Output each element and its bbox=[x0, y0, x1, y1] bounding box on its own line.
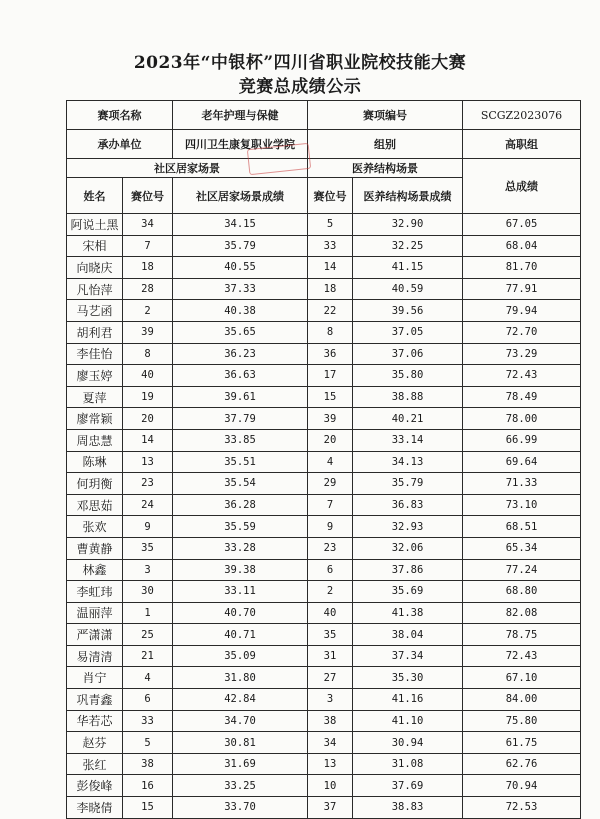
table-row bbox=[67, 559, 581, 581]
score1-cell: 37.79 bbox=[173, 408, 308, 430]
seat1-cell: 35 bbox=[123, 537, 173, 559]
total-score-cell: 82.08 bbox=[463, 602, 581, 624]
table-row bbox=[67, 689, 581, 711]
total-score-cell: 67.05 bbox=[463, 214, 581, 236]
total-score-cell: 81.70 bbox=[463, 257, 581, 279]
total-score-cell: 67.10 bbox=[463, 667, 581, 689]
seat2-cell: 4 bbox=[308, 451, 353, 473]
seat1-cell: 2 bbox=[123, 300, 173, 322]
score1-cell: 31.80 bbox=[173, 667, 308, 689]
seat2-cell: 22 bbox=[308, 300, 353, 322]
seat1-cell: 25 bbox=[123, 624, 173, 646]
score2-cell: 39.56 bbox=[353, 300, 463, 322]
table-row bbox=[67, 494, 581, 516]
total-score-cell: 72.53 bbox=[463, 797, 581, 819]
total-score-cell: 77.91 bbox=[463, 278, 581, 300]
score1-cell: 39.61 bbox=[173, 386, 308, 408]
score2-cell: 32.93 bbox=[353, 516, 463, 538]
total-score-cell: 72.43 bbox=[463, 365, 581, 387]
seat1-cell: 16 bbox=[123, 775, 173, 797]
seat1-cell: 38 bbox=[123, 753, 173, 775]
name-cell: 李虹玮 bbox=[67, 581, 123, 603]
seat2-cell: 36 bbox=[308, 343, 353, 365]
name-cell: 彭俊峰 bbox=[67, 775, 123, 797]
name-cell: 张红 bbox=[67, 753, 123, 775]
score1-cell: 35.51 bbox=[173, 451, 308, 473]
total-score-cell: 66.99 bbox=[463, 429, 581, 451]
score1-cell: 34.15 bbox=[173, 214, 308, 236]
name-cell: 曹黄静 bbox=[67, 537, 123, 559]
seat2-cell: 5 bbox=[308, 214, 353, 236]
seat2-cell: 7 bbox=[308, 494, 353, 516]
event-code-label: 赛项编号 bbox=[308, 101, 463, 130]
score2-cell: 41.10 bbox=[353, 710, 463, 732]
table-row bbox=[67, 516, 581, 538]
table-row bbox=[67, 732, 581, 754]
table-row bbox=[67, 257, 581, 279]
seat1-cell: 9 bbox=[123, 516, 173, 538]
score2-cell: 35.69 bbox=[353, 581, 463, 603]
table-row bbox=[67, 343, 581, 365]
seat1-cell: 18 bbox=[123, 257, 173, 279]
seat1-cell: 8 bbox=[123, 343, 173, 365]
medical-scene-header: 医养结构场景 bbox=[308, 159, 463, 178]
seat2-cell: 27 bbox=[308, 667, 353, 689]
seat1-cell: 30 bbox=[123, 581, 173, 603]
total-score-cell: 73.10 bbox=[463, 494, 581, 516]
total-score-cell: 78.49 bbox=[463, 386, 581, 408]
name-cell: 肖宁 bbox=[67, 667, 123, 689]
score2-cell: 33.14 bbox=[353, 429, 463, 451]
score1-cell: 40.71 bbox=[173, 624, 308, 646]
score1-cell: 33.25 bbox=[173, 775, 308, 797]
score2-cell: 40.21 bbox=[353, 408, 463, 430]
total-score-cell: 75.80 bbox=[463, 710, 581, 732]
table-row bbox=[67, 365, 581, 387]
total-score-cell: 84.00 bbox=[463, 689, 581, 711]
score1-cell: 39.38 bbox=[173, 559, 308, 581]
seat1-cell: 33 bbox=[123, 710, 173, 732]
name-cell: 何玥衡 bbox=[67, 473, 123, 495]
name-cell: 林鑫 bbox=[67, 559, 123, 581]
total-score-cell: 68.04 bbox=[463, 235, 581, 257]
name-cell: 华若芯 bbox=[67, 710, 123, 732]
info-row-event bbox=[67, 101, 581, 130]
score2-cell: 41.16 bbox=[353, 689, 463, 711]
name-cell: 温丽萍 bbox=[67, 602, 123, 624]
name-cell: 廖玉婷 bbox=[67, 365, 123, 387]
name-cell: 胡利君 bbox=[67, 321, 123, 343]
results-table bbox=[66, 100, 581, 819]
name-cell: 赵芬 bbox=[67, 732, 123, 754]
seat1-cell: 6 bbox=[123, 689, 173, 711]
total-score-cell: 72.70 bbox=[463, 321, 581, 343]
score1-cell: 35.59 bbox=[173, 516, 308, 538]
seat1-cell: 20 bbox=[123, 408, 173, 430]
seat1-cell: 14 bbox=[123, 429, 173, 451]
seat2-cell: 3 bbox=[308, 689, 353, 711]
table-row bbox=[67, 581, 581, 603]
name-cell: 易清清 bbox=[67, 645, 123, 667]
seat1-cell: 1 bbox=[123, 602, 173, 624]
name-cell: 巩青鑫 bbox=[67, 689, 123, 711]
group-label: 组别 bbox=[308, 130, 463, 159]
table-row bbox=[67, 753, 581, 775]
seat2-cell: 31 bbox=[308, 645, 353, 667]
document-subtitle: 竞赛总成绩公示 bbox=[238, 77, 362, 97]
score2-cell: 37.34 bbox=[353, 645, 463, 667]
total-score-cell: 78.75 bbox=[463, 624, 581, 646]
seat2-cell: 23 bbox=[308, 537, 353, 559]
seat1-cell: 39 bbox=[123, 321, 173, 343]
total-score-cell: 71.33 bbox=[463, 473, 581, 495]
scene-header-row bbox=[67, 159, 581, 178]
table-row bbox=[67, 408, 581, 430]
event-code: SCGZ2023076 bbox=[463, 101, 581, 130]
total-score-header: 总成绩 bbox=[463, 159, 581, 214]
score1-cell: 40.70 bbox=[173, 602, 308, 624]
score1-cell: 36.63 bbox=[173, 365, 308, 387]
score2-cell: 41.15 bbox=[353, 257, 463, 279]
seat2-cell: 37 bbox=[308, 797, 353, 819]
score2-cell: 31.08 bbox=[353, 753, 463, 775]
event-name: 老年护理与保健 bbox=[173, 101, 308, 130]
seat2-cell: 17 bbox=[308, 365, 353, 387]
name-cell: 李晓倩 bbox=[67, 797, 123, 819]
seat1-cell: 7 bbox=[123, 235, 173, 257]
score2-column-header: 医养结构场景成绩 bbox=[353, 178, 463, 214]
seat2-cell: 29 bbox=[308, 473, 353, 495]
event-name-label: 赛项名称 bbox=[67, 101, 173, 130]
score1-cell: 35.65 bbox=[173, 321, 308, 343]
table-row bbox=[67, 537, 581, 559]
seat1-cell: 15 bbox=[123, 797, 173, 819]
score2-cell: 35.80 bbox=[353, 365, 463, 387]
seat2-cell: 35 bbox=[308, 624, 353, 646]
seat1-cell: 4 bbox=[123, 667, 173, 689]
seat2-cell: 34 bbox=[308, 732, 353, 754]
name-cell: 周忠慧 bbox=[67, 429, 123, 451]
seat2-cell: 6 bbox=[308, 559, 353, 581]
table-row bbox=[67, 667, 581, 689]
seat1-cell: 5 bbox=[123, 732, 173, 754]
host-name: 四川卫生康复职业学院 bbox=[173, 130, 308, 159]
name-cell: 阿说土黑 bbox=[67, 214, 123, 236]
seat2-cell: 40 bbox=[308, 602, 353, 624]
name-cell: 张欢 bbox=[67, 516, 123, 538]
score2-cell: 38.04 bbox=[353, 624, 463, 646]
total-score-cell: 61.75 bbox=[463, 732, 581, 754]
seat2-cell: 39 bbox=[308, 408, 353, 430]
score2-cell: 30.94 bbox=[353, 732, 463, 754]
seat2-cell: 2 bbox=[308, 581, 353, 603]
table-row bbox=[67, 473, 581, 495]
score1-cell: 40.38 bbox=[173, 300, 308, 322]
score2-cell: 32.25 bbox=[353, 235, 463, 257]
score2-cell: 38.83 bbox=[353, 797, 463, 819]
score1-cell: 42.84 bbox=[173, 689, 308, 711]
score1-cell: 35.79 bbox=[173, 235, 308, 257]
seat2-cell: 38 bbox=[308, 710, 353, 732]
seat1-cell: 3 bbox=[123, 559, 173, 581]
seat1-cell: 23 bbox=[123, 473, 173, 495]
score1-cell: 35.09 bbox=[173, 645, 308, 667]
table-row bbox=[67, 710, 581, 732]
seat1-cell: 21 bbox=[123, 645, 173, 667]
score1-cell: 31.69 bbox=[173, 753, 308, 775]
name-cell: 向晓庆 bbox=[67, 257, 123, 279]
name-cell: 凡怡萍 bbox=[67, 278, 123, 300]
name-cell: 马艺函 bbox=[67, 300, 123, 322]
seat1-cell: 40 bbox=[123, 365, 173, 387]
score2-cell: 34.13 bbox=[353, 451, 463, 473]
score2-cell: 32.06 bbox=[353, 537, 463, 559]
total-score-cell: 62.76 bbox=[463, 753, 581, 775]
score1-cell: 36.28 bbox=[173, 494, 308, 516]
seat2-cell: 8 bbox=[308, 321, 353, 343]
total-score-cell: 68.80 bbox=[463, 581, 581, 603]
table-row bbox=[67, 214, 581, 236]
seat2-cell: 15 bbox=[308, 386, 353, 408]
score2-cell: 35.79 bbox=[353, 473, 463, 495]
seat2-cell: 14 bbox=[308, 257, 353, 279]
seat2-cell: 13 bbox=[308, 753, 353, 775]
score2-cell: 37.86 bbox=[353, 559, 463, 581]
seat2-cell: 18 bbox=[308, 278, 353, 300]
table-row bbox=[67, 235, 581, 257]
name-cell: 廖常颖 bbox=[67, 408, 123, 430]
score1-cell: 30.81 bbox=[173, 732, 308, 754]
score2-cell: 38.88 bbox=[353, 386, 463, 408]
seat1-cell: 24 bbox=[123, 494, 173, 516]
total-score-cell: 78.00 bbox=[463, 408, 581, 430]
score1-cell: 35.54 bbox=[173, 473, 308, 495]
name-column-header: 姓名 bbox=[67, 178, 123, 214]
total-score-cell: 70.94 bbox=[463, 775, 581, 797]
score1-cell: 33.85 bbox=[173, 429, 308, 451]
name-cell: 李佳怡 bbox=[67, 343, 123, 365]
score1-cell: 40.55 bbox=[173, 257, 308, 279]
info-row-host bbox=[67, 130, 581, 159]
score2-cell: 40.59 bbox=[353, 278, 463, 300]
host-label: 承办单位 bbox=[67, 130, 173, 159]
score1-cell: 36.23 bbox=[173, 343, 308, 365]
document-title: 2023年“中银杯”四川省职业院校技能大赛 bbox=[133, 53, 467, 73]
name-cell: 严潇潇 bbox=[67, 624, 123, 646]
table-row bbox=[67, 624, 581, 646]
table-row bbox=[67, 386, 581, 408]
name-cell: 陈琳 bbox=[67, 451, 123, 473]
table-row bbox=[67, 797, 581, 819]
table-row bbox=[67, 321, 581, 343]
total-score-cell: 68.51 bbox=[463, 516, 581, 538]
table-row bbox=[67, 278, 581, 300]
total-score-cell: 77.24 bbox=[463, 559, 581, 581]
seat1-cell: 28 bbox=[123, 278, 173, 300]
table-row bbox=[67, 775, 581, 797]
score1-cell: 33.28 bbox=[173, 537, 308, 559]
table-row bbox=[67, 429, 581, 451]
score1-cell: 37.33 bbox=[173, 278, 308, 300]
seat2-cell: 9 bbox=[308, 516, 353, 538]
total-score-cell: 79.94 bbox=[463, 300, 581, 322]
table-row bbox=[67, 300, 581, 322]
score2-cell: 37.69 bbox=[353, 775, 463, 797]
score2-cell: 32.90 bbox=[353, 214, 463, 236]
seat2-column-header: 赛位号 bbox=[308, 178, 353, 214]
score2-cell: 37.05 bbox=[353, 321, 463, 343]
seat1-column-header: 赛位号 bbox=[123, 178, 173, 214]
table-row bbox=[67, 451, 581, 473]
score2-cell: 37.06 bbox=[353, 343, 463, 365]
score1-cell: 33.11 bbox=[173, 581, 308, 603]
score2-cell: 35.30 bbox=[353, 667, 463, 689]
seat2-cell: 10 bbox=[308, 775, 353, 797]
name-cell: 夏萍 bbox=[67, 386, 123, 408]
score2-cell: 41.38 bbox=[353, 602, 463, 624]
total-score-cell: 65.34 bbox=[463, 537, 581, 559]
seat1-cell: 19 bbox=[123, 386, 173, 408]
total-score-cell: 73.29 bbox=[463, 343, 581, 365]
seat1-cell: 34 bbox=[123, 214, 173, 236]
table-row bbox=[67, 602, 581, 624]
group-value: 高职组 bbox=[463, 130, 581, 159]
seat1-cell: 13 bbox=[123, 451, 173, 473]
name-cell: 宋相 bbox=[67, 235, 123, 257]
score1-cell: 33.70 bbox=[173, 797, 308, 819]
table-row bbox=[67, 645, 581, 667]
total-score-cell: 69.64 bbox=[463, 451, 581, 473]
name-cell: 邓思茹 bbox=[67, 494, 123, 516]
score1-column-header: 社区居家场景成绩 bbox=[173, 178, 308, 214]
score2-cell: 36.83 bbox=[353, 494, 463, 516]
seat2-cell: 33 bbox=[308, 235, 353, 257]
community-scene-header: 社区居家场景 bbox=[67, 159, 308, 178]
seat2-cell: 20 bbox=[308, 429, 353, 451]
total-score-cell: 72.43 bbox=[463, 645, 581, 667]
score1-cell: 34.70 bbox=[173, 710, 308, 732]
